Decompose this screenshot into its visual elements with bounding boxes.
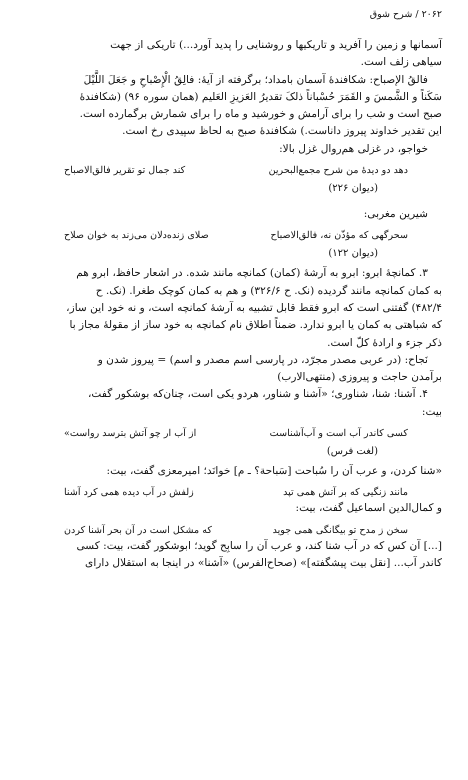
verse-hemistich-right: سحرگهی که مؤذّن نه، فالق‌الاصباح	[270, 230, 408, 242]
verse-source: (دیوان ۲۲۶)	[328, 183, 378, 195]
verse-source: (لغت فرس)	[326, 446, 378, 458]
verse-couplet	[64, 163, 408, 178]
text-line: ۴۸۲/۴) گفتنی است که ابرو فقط قابل تشبیه به آرشهٔ کمانچه است، و نه خود این ساز،	[66, 301, 442, 314]
verse-hemistich-left: از آب ار چو آتش بترسد رواست»	[64, 428, 197, 440]
text-line: این تقدیر خداوند پیروز داناست.) شکافندهٔ صبح به لحاظ سپیدی رخ است.	[122, 125, 442, 138]
text-line: صبح است و شب را برای آرامش و خورشید و ماه را برای شمارش برگمارده است.	[79, 108, 442, 121]
verse-hemistich-right: سخن ز مدح تو بیگانگی همی جوید	[272, 524, 408, 536]
verse-hemistich-right: مانند زنگیی که بر آتش همی تپد	[283, 487, 408, 499]
text-line: به کمان کمانچه مانند گردیده (نک. ح ۳۲۶/۶) و هم به کمان کوچک طغرا. (نک. ح	[95, 284, 442, 297]
verse-hemistich-left: کند جمال تو تقریر فالق‌الاصباح	[64, 165, 186, 177]
text-line: فالقُ الإصباح: شکافندهٔ آسمان بامداد؛ برگرفته از آیهٔ: فالِقُ الْإِصْباحِ و جَعَلَ اللَّیْلَ	[83, 73, 428, 86]
text-line: سَکَناً و الشَّمسَ و القَمَرَ حُسْباناً ذلکَ تقدیرُ العَزیزِ العَلیم (همان سوره ۹۶) (شکافندهٔ	[79, 90, 442, 103]
text-line: [...] آن کس که در آب شنا کند، و عرب آن را سابِح گوید؛ ابوشکور گفت، بیت: کسی	[76, 539, 442, 552]
verse-hemistich-left: صلای زنده‌دلان می‌زند به خوان صلاح	[64, 230, 209, 242]
text-line: خواجو، در غزلی هم‌روال غزل بالا:	[279, 142, 428, 155]
verse-hemistich-right: کسی کاندر آب است و آب‌آشناست	[269, 428, 408, 440]
text-line: آسمانها و زمین را آفرید و تاریکیها و روشنایی را پدید آورد...) تاریکی از جهت	[110, 39, 442, 51]
verse-hemistich-left: زلفش در آب دیده همی کرد آشنا	[64, 487, 194, 499]
page-title: ۲۰۶۲ / شرح شوق	[369, 9, 442, 20]
verse-hemistich-left: که مشکل است در آن بحر آشنا کردن	[64, 524, 212, 536]
text-line: «شنا کردن، و عرب آن را سُباحت [سَباحة؟ ـ م] خوانَد؛ امیرمعزی گفت، بیت:	[106, 465, 442, 478]
verse-hemistich-right: دهد دو دیدهٔ من شرح مجمع‌البحرین	[268, 165, 408, 177]
text-line: ۳. کمانچهٔ ابرو: ابرو به آرشهٔ (کمان) کمانچه مانند شده. در اشعار حافظ، ابرو هم	[76, 267, 428, 280]
text-line: ذکر جزء و ارادهٔ کلّ است.	[327, 336, 442, 349]
text-line: که شباهتی به کمان یا ابرو ندارد. ضمناً اطلاق نام کمانچه به خود ساز از مقولهٔ مجاز با	[69, 319, 442, 332]
verse-couplet	[64, 228, 408, 243]
text-line: شیرین مغربی:	[363, 208, 428, 221]
text-line: نَجاح: (در عربی مصدر مجرّد، در پارسی اسم مصدر و اسم) = پیروز شدن و	[97, 353, 428, 366]
running-header	[24, 9, 442, 20]
text-line: برآمدن حاجت و پیروزی (منتهی‌الارب)	[277, 371, 442, 384]
text-line: سیاهی زلف است.	[360, 56, 442, 69]
verse-couplet	[64, 523, 408, 538]
text-line: کاندر آب... [نقل بیت پیشگفته]» (صحاح‌الفرس) «آشنا» در اینجا به استقلال دارای	[85, 556, 442, 569]
verse-source: (دیوان ۱۲۲)	[328, 248, 378, 260]
verse-couplet	[64, 485, 408, 500]
text-line: و کمال‌الدین اسماعیل گفت، بیت:	[295, 502, 442, 515]
text-line: بیت:	[421, 405, 442, 418]
verse-couplet	[64, 426, 408, 441]
text-line: ۴. آشنا: شنا، شناوری؛ «آشنا و شناور، هردو یکی است، چنان‌که بوشکور گفت،	[88, 388, 428, 401]
page-body	[24, 37, 442, 572]
